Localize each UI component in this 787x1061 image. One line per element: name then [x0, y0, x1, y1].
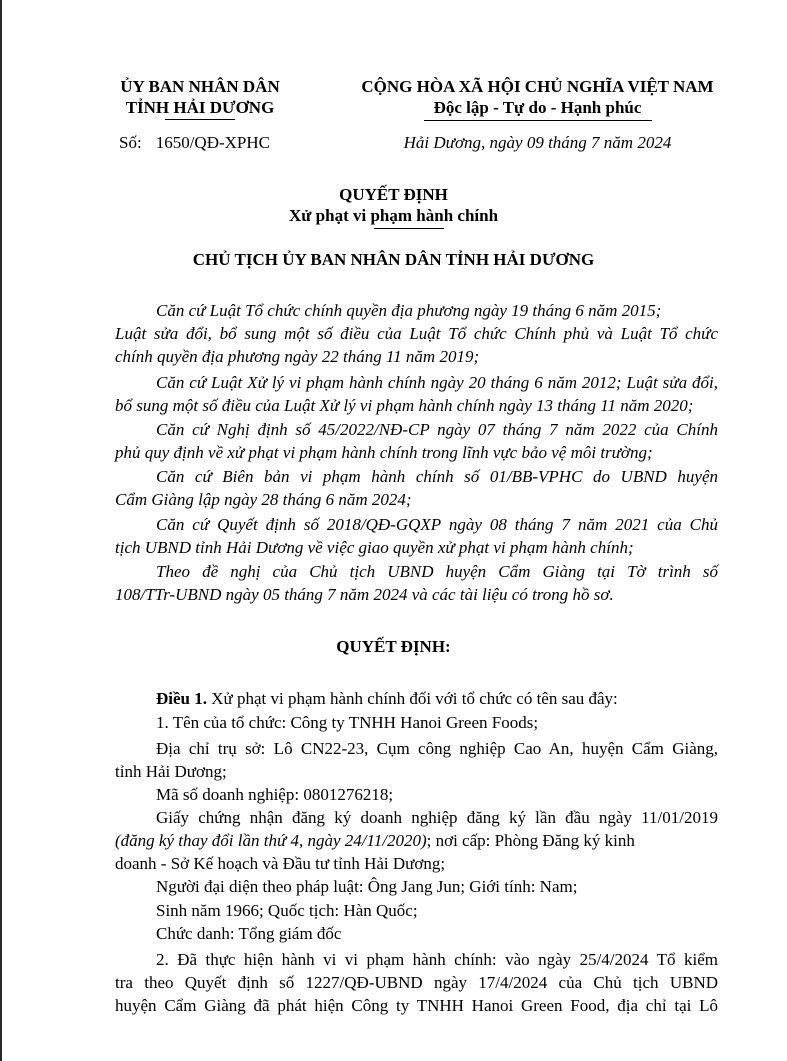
org-name: 1. Tên của tổ chức: Công ty TNHH Hanoi Green Foods; — [156, 713, 539, 732]
preamble-1-line-3: chính quyền địa phương ngày 22 tháng 11 năm 2019; — [115, 347, 480, 366]
article-1-label: Điều 1. — [156, 689, 207, 708]
preamble-1-line-2: Luật sửa đổi, bổ sung một số điều của Luật Tổ chức Chính phủ và Luật Tổ chức — [115, 324, 718, 343]
agency-name-line1: ỦY BAN NHÂN DÂN — [120, 77, 280, 96]
article-1-intro — [156, 689, 618, 709]
preamble-1-line-1: Căn cứ Luật Tổ chức chính quyền địa phương ngày 19 tháng 6 năm 2015; — [156, 301, 662, 320]
national-title: CỘNG HÒA XÃ HỘI CHỦ NGHĨA VIỆT NAM — [361, 77, 714, 96]
doc-number — [119, 133, 270, 153]
preamble-4-line-2: Cẩm Giàng lập ngày 28 tháng 6 năm 2024; — [115, 490, 412, 509]
preamble-2-line-1: Căn cứ Luật Xử lý vi phạm hành chính ngày 20 tháng 6 năm 2012; Luật sửa đổi, — [156, 373, 718, 392]
preamble-5-line-2: tịch UBND tỉnh Hải Dương về việc giao quyền xử phạt vi phạm hành chính; — [115, 538, 634, 557]
preamble-3-line-2: phủ quy định về xử phạt vi phạm hành chính trong lĩnh vực bảo vệ môi trường; — [115, 443, 653, 462]
motto-underline — [424, 120, 652, 121]
doc-number-value: 1650 — [155, 133, 190, 152]
cert-amendment-note: (đăng ký thay đổi lần thứ 4, ngày 24/11/2020) — [115, 831, 427, 850]
preamble-5-line-1: Căn cứ Quyết định số 2018/QĐ-GQXP ngày 08 tháng 7 năm 2021 của Chủ — [156, 515, 718, 534]
agency-underline — [165, 119, 235, 120]
preamble-6-line-2: 108/TTr-UBND ngày 05 tháng 7 năm 2024 và các tài liệu có trong hồ sơ. — [115, 585, 614, 604]
violation-line-3: huyện Cẩm Giàng đã phát hiện Công ty TNHH Hanoi Green Food, địa chỉ tại Lô — [115, 996, 718, 1015]
cert-issuer-text: ; nơi cấp: Phòng Đăng ký kinh — [426, 831, 635, 850]
preamble-6-line-1: Theo đề nghị của Chủ tịch UBND huyện Cẩm Giàng tại Tờ trình số — [156, 562, 718, 581]
page-left-border — [0, 0, 2, 1061]
doc-type-title: QUYẾT ĐỊNH — [339, 185, 448, 204]
preamble-4-line-1: Căn cứ Biên bản vi phạm hành chính số 01/BB-VPHC do UBND huyện — [156, 467, 718, 486]
article-1-intro-text: Xử phạt vi phạm hành chính đối với tổ chức có tên sau đây: — [207, 689, 618, 708]
issuing-authority: CHỦ TỊCH ỦY BAN NHÂN DÂN TỈNH HẢI DƯƠNG — [192, 250, 595, 269]
org-address-line-1: Địa chỉ trụ sở: Lô CN22-23, Cụm công nghiệp Cao An, huyện Cẩm Giàng, — [156, 739, 718, 758]
legal-representative: Người đại diện theo pháp luật: Ông Jang Jun; Giới tính: Nam; — [156, 877, 578, 896]
cert-line-3: doanh - Sở Kế hoạch và Đầu tư tỉnh Hải Dương; — [115, 854, 446, 873]
org-tax-code: Mã số doanh nghiệp: 0801276218; — [156, 785, 394, 804]
violation-line-1: 2. Đã thực hiện hành vi vi phạm hành chính: vào ngày 25/4/2024 Tổ kiểm — [156, 950, 718, 969]
subject-underline — [374, 228, 444, 229]
violation-line-2: tra theo Quyết định số 1227/QĐ-UBND ngày 17/4/2024 của Chủ tịch UBND — [115, 973, 718, 992]
doc-number-label: Số: — [119, 133, 142, 152]
cert-line-1: Giấy chứng nhận đăng ký doanh nghiệp đăng ký lần đầu ngày 11/01/2019 — [156, 808, 718, 827]
place-date: Hải Dương, ngày 09 tháng 7 năm 2024 — [403, 133, 672, 152]
cert-line-2 — [115, 831, 718, 851]
national-motto: Độc lập - Tự do - Hạnh phúc — [433, 98, 642, 117]
representative-position: Chức danh: Tổng giám đốc — [156, 924, 342, 943]
doc-subject: Xử phạt vi phạm hành chính — [288, 206, 499, 225]
agency-name-line2: TỈNH HẢI DƯƠNG — [125, 98, 275, 117]
preamble-3-line-1: Căn cứ Nghị định số 45/2022/NĐ-CP ngày 07 tháng 7 năm 2022 của Chính — [156, 420, 718, 439]
decision-heading: QUYẾT ĐỊNH: — [336, 637, 451, 656]
birth-nationality: Sinh năm 1966; Quốc tịch: Hàn Quốc; — [156, 901, 418, 920]
org-address-line-2: tỉnh Hải Dương; — [115, 762, 227, 781]
doc-number-suffix: /QĐ-XPHC — [189, 133, 270, 152]
preamble-2-line-2: bổ sung một số điều của Luật Xử lý vi phạm hành chính ngày 13 tháng 11 năm 2020; — [115, 396, 694, 415]
